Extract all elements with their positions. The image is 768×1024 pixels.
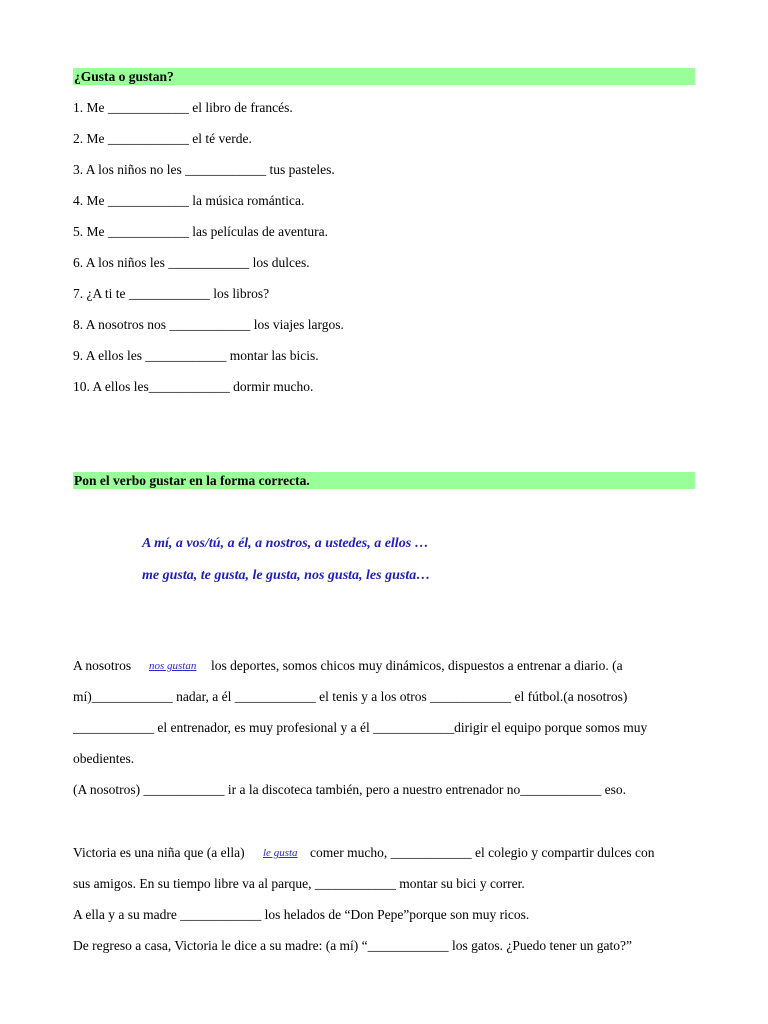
example-answer-le-gusta: le gusta bbox=[263, 847, 298, 859]
paragraph1-line5: (A nosotros) ____________ ir a la discoteca también, pero a nuestro entrenador no____________ eso. bbox=[73, 782, 626, 797]
paragraph2-line3: A ella y a su madre ____________ los helados de “Don Pepe”porque son muy ricos. bbox=[73, 907, 530, 922]
paragraph1-line3: ____________ el entrenador, es muy profesional y a él ____________dirigir el equipo porque somos muy bbox=[73, 720, 648, 735]
exercise-item-5: 5. Me ____________ las películas de aventura. bbox=[73, 224, 328, 239]
paragraph2-line1-start: Victoria es una niña que (a ella) bbox=[73, 845, 245, 860]
exercise-item-1: 1. Me ____________ el libro de francés. bbox=[73, 100, 293, 115]
exercise-item-6: 6. A los niños les ____________ los dulces. bbox=[73, 255, 310, 270]
exercise-item-7: 7. ¿A ti te ____________ los libros? bbox=[73, 286, 270, 301]
paragraph1-line1-end: los deportes, somos chicos muy dinámicos, dispuestos a entrenar a diario. (a bbox=[211, 658, 623, 673]
section-heading-gusta-o-gustan: ¿Gusta o gustan? bbox=[73, 68, 695, 85]
paragraph1-line2: mí)____________ nadar, a él ____________ el tenis y a los otros ____________ el fútbol.(a nosotros) bbox=[73, 689, 628, 704]
exercise-item-8: 8. A nosotros nos ____________ los viajes largos. bbox=[73, 317, 344, 332]
exercise-item-9: 9. A ellos les ____________ montar las bicis. bbox=[73, 348, 319, 363]
example-answer-nos-gustan: nos gustan bbox=[149, 660, 197, 672]
exercise-item-2: 2. Me ____________ el té verde. bbox=[73, 131, 252, 146]
paragraph2-line2: sus amigos. En su tiempo libre va al parque, ____________ montar su bici y correr. bbox=[73, 876, 525, 891]
exercise-item-4: 4. Me ____________ la música romántica. bbox=[73, 193, 305, 208]
paragraph1-line1-start: A nosotros bbox=[73, 658, 132, 673]
paragraph2-line1-end: comer mucho, ____________ el colegio y compartir dulces con bbox=[310, 845, 655, 860]
verb-forms-list: me gusta, te gusta, le gusta, nos gusta, les gusta… bbox=[142, 568, 431, 583]
exercise-item-10: 10. A ellos les____________ dormir mucho. bbox=[73, 379, 314, 394]
exercise-item-3: 3. A los niños no les ____________ tus pasteles. bbox=[73, 162, 335, 177]
section-heading-verbo-gustar: Pon el verbo gustar en la forma correcta. bbox=[73, 472, 695, 489]
pronoun-list: A mí, a vos/tú, a él, a nostros, a ustedes, a ellos … bbox=[142, 536, 429, 551]
paragraph1-line4: obedientes. bbox=[73, 751, 135, 766]
paragraph2-line4: De regreso a casa, Victoria le dice a su madre: (a mí) “____________ los gatos. ¿Puedo tener un gato?” bbox=[73, 938, 632, 953]
